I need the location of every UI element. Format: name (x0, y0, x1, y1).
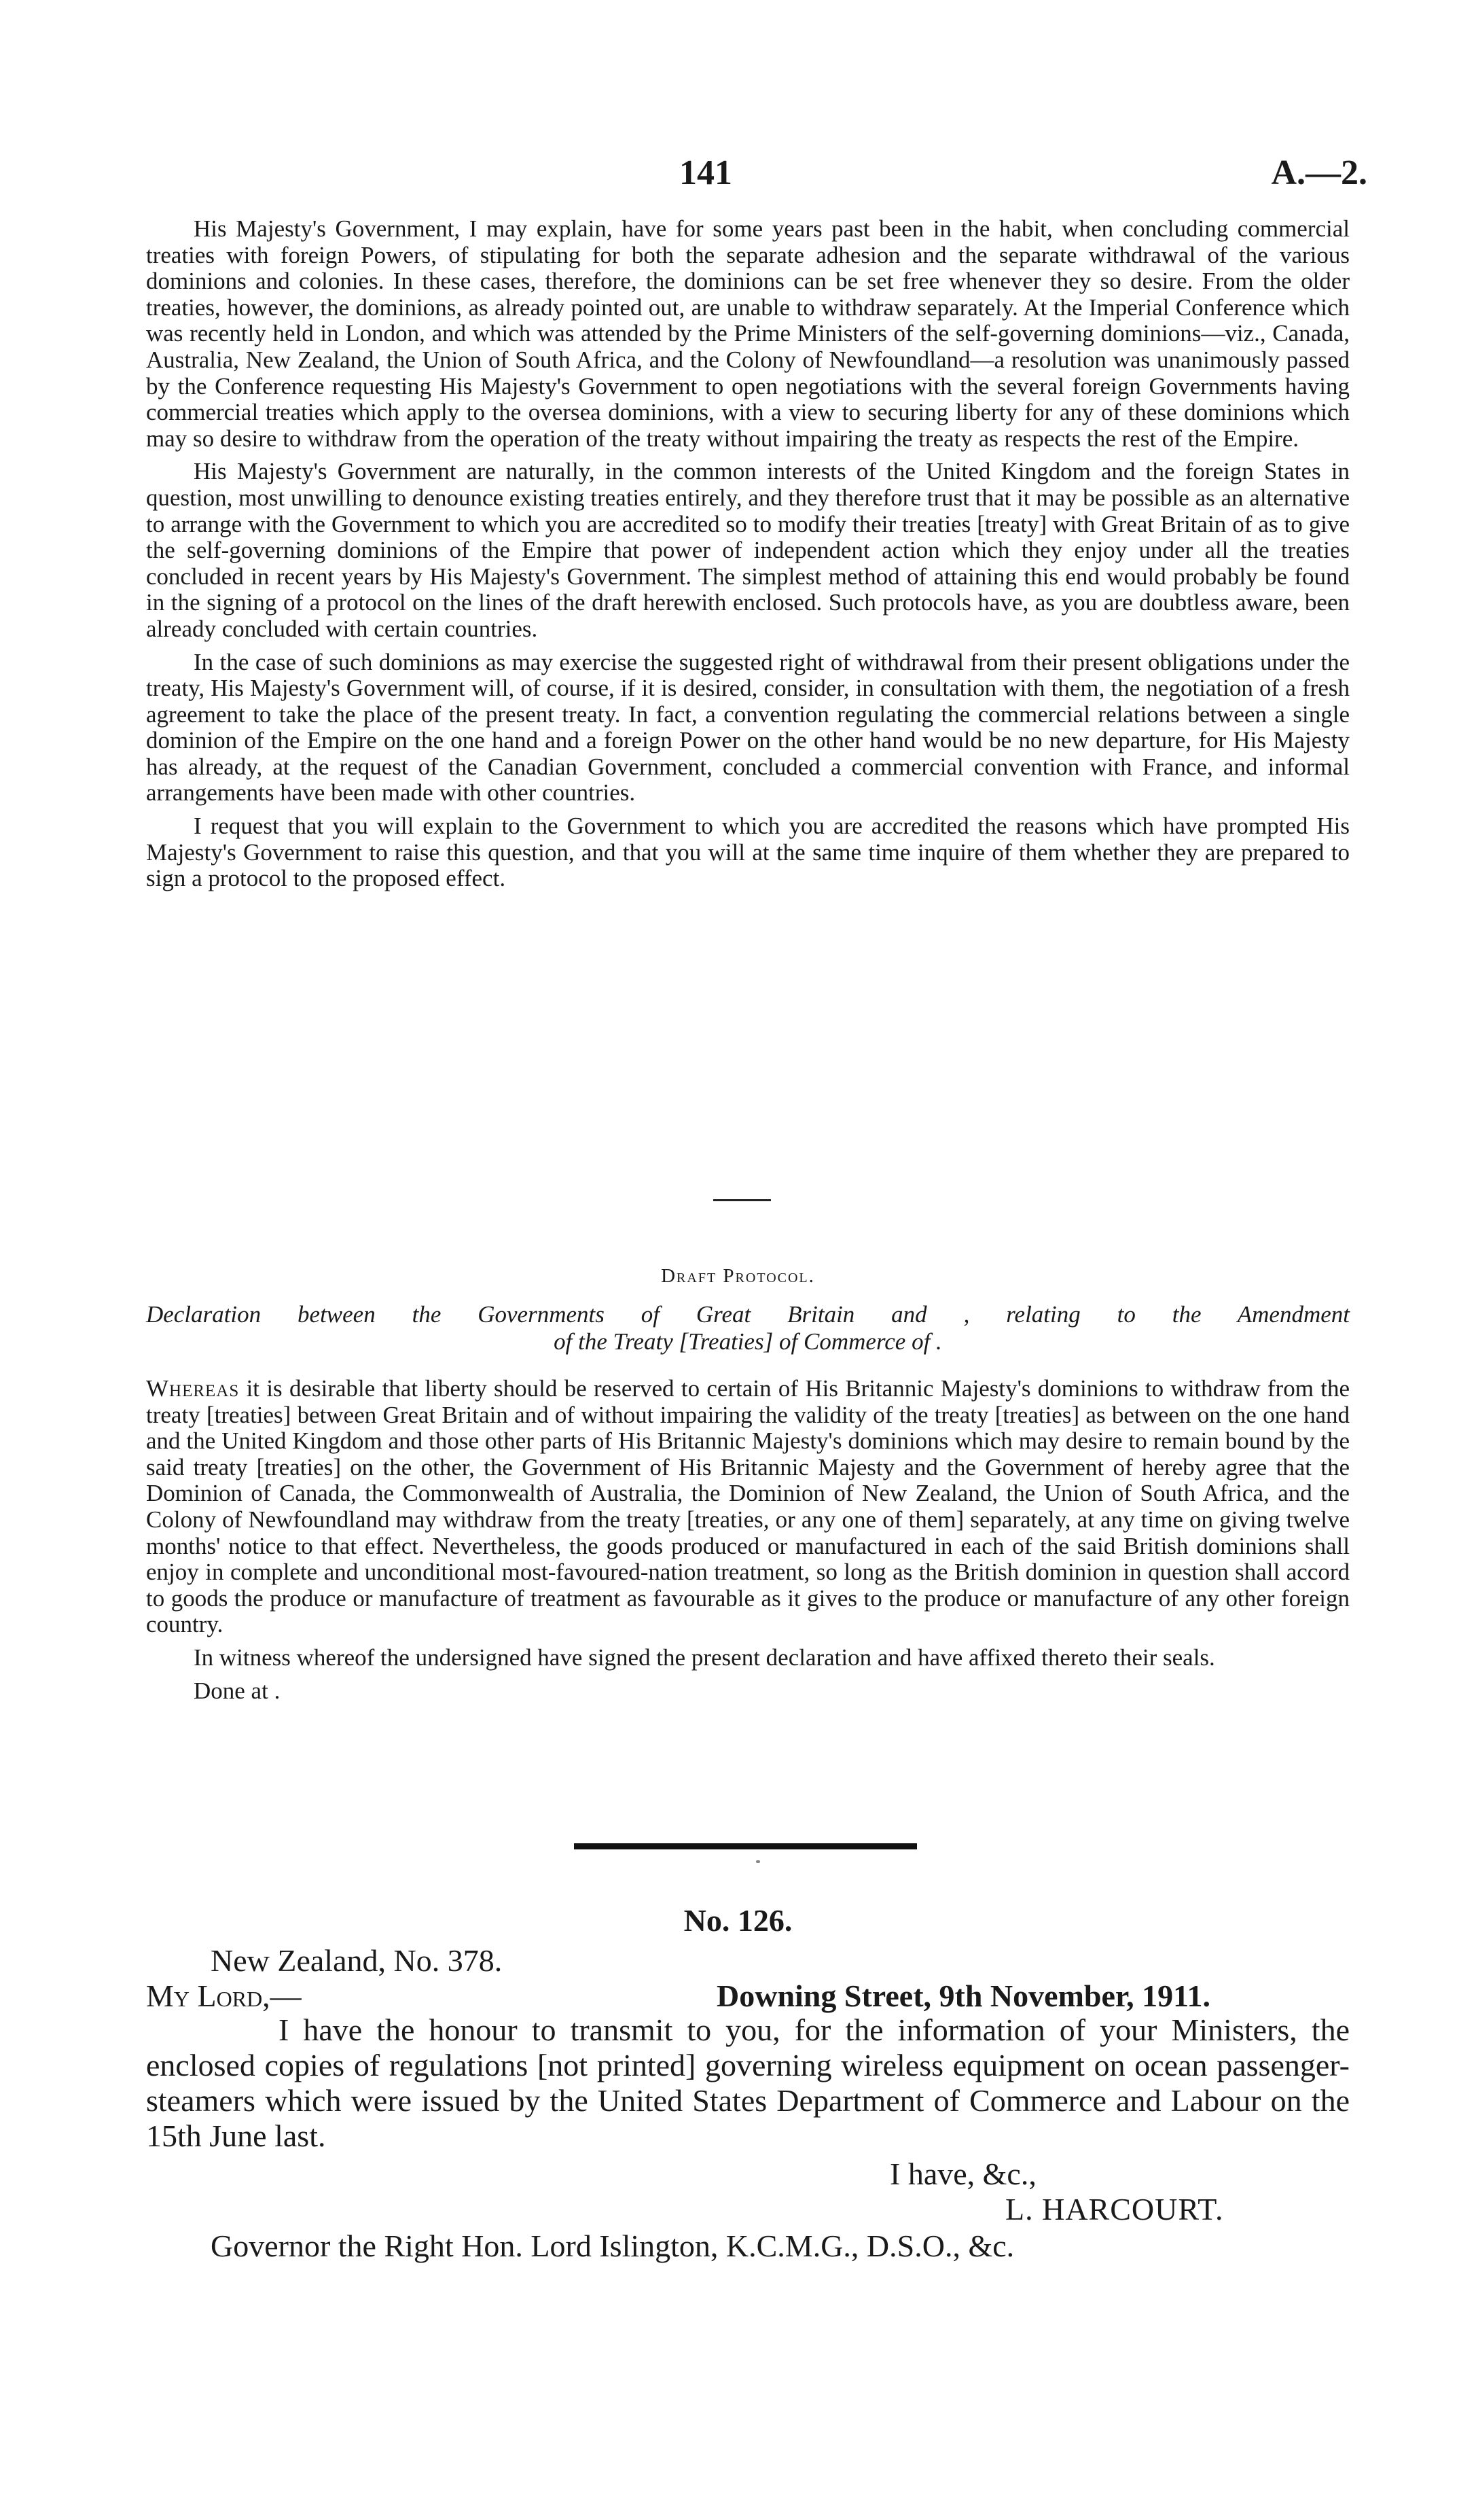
declaration-title (146, 1301, 1350, 1355)
page-number: 141 (679, 154, 732, 192)
print-mark (756, 1860, 760, 1863)
letter-salutation: My Lord,— (146, 1978, 302, 2013)
done-at-line: Done at . (194, 1677, 281, 1704)
letter-closing: I have, &c., (890, 2157, 1037, 2191)
section-divider (713, 1199, 771, 1201)
page-reference: A.—2. (1271, 154, 1367, 192)
dispatch-paragraph: His Majesty's Government are naturally, in the common interests of the United Kingdom and the foreign States in question, most unwilling to denounce existing treaties entirely, and they therefore trust that it may be possible as an alternative to arrange with the Government to which you are accredited so to modify their treaties [treaty] with Great Britain of as to give the self-governing dominions of the Empire that power of independent action which they enjoy under all the treaties concluded in recent years by His Majesty's Government. The simplest method of attaining this end would probably be found in the signing of a protocol on the lines of the draft herewith enclosed. Such protocols have, as you are doubtless aware, been already concluded with certain countries. (146, 458, 1350, 642)
whereas-word: Whereas (146, 1375, 240, 1402)
dispatch-paragraph: In the case of such dominions as may exercise the suggested right of withdrawal from their present obligations under the treaty, His Majesty's Government will, of course, if it is desired, consider, in consultation with them, the negotiation of a fresh agreement to take the place of the present treaty. In fact, a convention regulating the commercial relations between a single dominion of the Empire on the one hand and a foreign Power on the other hand would be no new departure, for His Majesty has already, at the request of the Canadian Government, concluded a commercial convention with France, and informal arrangements have been made with other countries. (146, 648, 1350, 806)
declaration-paragraph (146, 1376, 1350, 1638)
declaration-body (146, 1376, 1350, 1711)
dispatch-body (146, 216, 1350, 899)
declaration-title-line: Declaration between the Governments of Great Britain and , relating to the Amendment (146, 1301, 1350, 1328)
declaration-title-line: of the Treaty [Treaties] of Commerce of . (554, 1328, 942, 1355)
letter-reference: New Zealand, No. 378. (211, 1943, 503, 1978)
thick-divider (574, 1843, 917, 1849)
letter-signature: L. HARCOURT. (1005, 2192, 1224, 2226)
dispatch-paragraph: His Majesty's Government, I may explain, have for some years past been in the habit, when concluding commercial treaties with foreign Powers, of stipulating for both the separate adhesion and the separate withdrawal of the various dominions and colonies. In these cases, therefore, the dominions can be set free whenever they so desire. From the older treaties, however, the dominions, as already pointed out, are unable to withdraw separately. At the Imperial Conference which was recently held in London, and which was attended by the Prime Ministers of the self-governing dominions—viz., Canada, Australia, New Zealand, the Union of South Africa, and the Colony of Newfoundland—a resolution was unanimously passed by the Conference requesting His Majesty's Government to open negotiations with the several foreign Governments having commercial treaties which apply to the oversea dominions, with a view to securing liberty for any of these dominions which may so desire to withdraw from the operation of the treaty without impairing the treaty as respects the rest of the Empire. (146, 215, 1350, 452)
letter-dateline: Downing Street, 9th November, 1911. (717, 1978, 1211, 2013)
witness-clause: In witness whereof the undersigned have signed the present declaration and have affixed thereto their seals. (194, 1644, 1215, 1671)
draft-protocol-heading: Draft Protocol. (661, 1265, 815, 1287)
letter-number: No. 126. (683, 1903, 793, 1938)
declaration-text: it is desirable that liberty should be reserved to certain of His Britannic Majesty's dominions to withdraw from the treaty [treaties] between Great Britain and of without impairing the validity of the treaty [treaties] as between on the one hand and the United Kingdom and those other parts of His Britannic Majesty's dominions which may desire to remain bound by the said treaty [treaties] on the other, the Government of His Britannic Majesty and the Government of hereby agree that the Dominion of Canada, the Commonwealth of Australia, the Dominion of New Zealand, the Union of South Africa, and the Colony of Newfoundland may withdraw from the treaty [treaties, or any one of them] separately, at any time on giving twelve months' notice to that effect. Nevertheless, the goods produced or manufactured in each of the said British dominions shall enjoy in complete and unconditional most-favoured-nation treatment, so long as the British dominion in question shall accord to goods the produce or manufacture of treatment as favourable as it gives to the produce or manufacture of any other foreign country. (146, 1375, 1350, 1638)
dispatch-paragraph: I request that you will explain to the Government to which you are accredited the reasons which have prompted His Majesty's Government to raise this question, and that you will at the same time inquire of them whether they are prepared to sign a protocol to the proposed effect. (146, 813, 1350, 892)
letter-paragraph: I have the honour to transmit to you, for the information of your Ministers, the enclosed copies of regulations [not printed] governing wireless equipment on ocean passenger-steamers which were issued by the United States Department of Commerce and Labour on the 15th June last. (146, 2012, 1350, 2153)
letter-address: Governor the Right Hon. Lord Islington, K.C.M.G., D.S.O., &c. (211, 2229, 1015, 2263)
letter-body (146, 2012, 1350, 2154)
